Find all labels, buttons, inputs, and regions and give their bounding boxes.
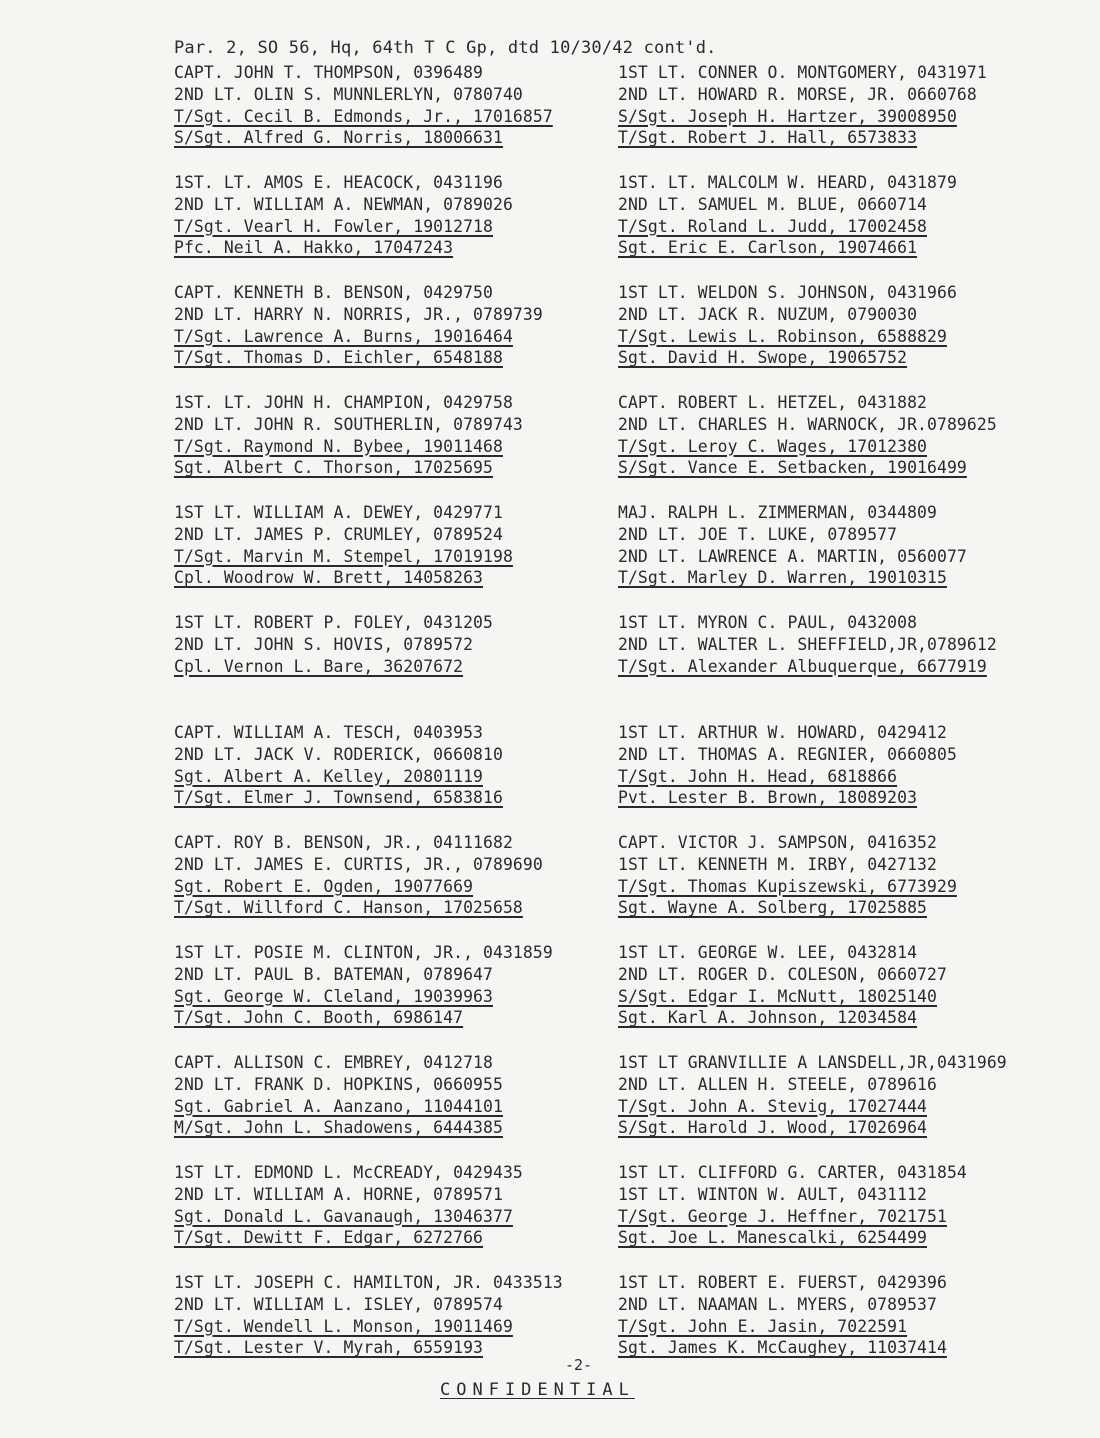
enlisted-text: T/Sgt. Lawrence A. Burns, 19016464 <box>174 326 513 346</box>
enlisted-text: Sgt. Robert E. Ogden, 19077669 <box>174 876 474 896</box>
enlisted-text: T/Sgt. Dewitt F. Edgar, 6272766 <box>174 1228 484 1248</box>
officer-line: 1ST. LT. AMOS E. HEACOCK, 0431196 <box>174 173 503 192</box>
enlisted-text: Sgt. David H. Swope, 19065752 <box>618 348 908 368</box>
officer-line: 2ND LT. OLIN S. MUNNLERLYN, 0780740 <box>174 84 523 104</box>
crew-group <box>174 392 614 502</box>
enlisted-text: S/Sgt. Joseph H. Hartzer, 39008950 <box>618 106 957 126</box>
officer-line: 2ND LT. ALLEN H. STEELE, 0789616 <box>618 1074 937 1094</box>
officer-line: 2ND LT. ROGER D. COLESON, 0660727 <box>618 964 947 984</box>
crew-group <box>618 62 1058 172</box>
enlisted-text: T/Sgt. Leroy C. Wages, 17012380 <box>618 436 928 456</box>
enlisted-line <box>174 436 614 458</box>
enlisted-text: Sgt. Wayne A. Solberg, 17025885 <box>618 898 928 918</box>
enlisted-line <box>618 656 1058 678</box>
enlisted-line <box>174 1316 614 1338</box>
officer-line: 2ND LT. WILLIAM A. HORNE, 0789571 <box>174 1184 503 1204</box>
enlisted-line <box>174 897 614 919</box>
officer-line: 1ST. LT. MALCOLM W. HEARD, 0431879 <box>618 173 957 192</box>
enlisted-text: T/Sgt. John A. Stevig, 17027444 <box>618 1096 928 1116</box>
crew-group <box>174 1052 614 1162</box>
enlisted-text: Sgt. Albert C. Thorson, 17025695 <box>174 458 493 478</box>
enlisted-line <box>174 127 614 149</box>
officer-line: 2ND LT. WALTER L. SHEFFIELD,JR,0789612 <box>618 634 997 654</box>
officer-line: 2ND LT. SAMUEL M. BLUE, 0660714 <box>618 194 928 214</box>
crew-group <box>618 392 1058 502</box>
enlisted-line <box>174 1227 614 1249</box>
enlisted-line <box>618 326 1058 348</box>
officer-line: 1ST LT GRANVILLIE A LANSDELL,JR,0431969 <box>618 1053 1007 1072</box>
officer-line: CAPT. ROBERT L. HETZEL, 0431882 <box>618 393 928 412</box>
officer-line: CAPT. JOHN T. THOMPSON, 0396489 <box>174 63 484 82</box>
enlisted-text: T/Sgt. Thomas Kupiszewski, 6773929 <box>618 876 957 896</box>
enlisted-text: S/Sgt. Edgar I. McNutt, 18025140 <box>618 986 937 1006</box>
officer-line: 2ND LT. CHARLES H. WARNOCK, JR.0789625 <box>618 414 997 434</box>
enlisted-text: T/Sgt. Raymond N. Bybee, 19011468 <box>174 436 503 456</box>
enlisted-text: Sgt. Karl A. Johnson, 12034584 <box>618 1008 918 1028</box>
officer-line: 2ND LT. FRANK D. HOPKINS, 0660955 <box>174 1074 503 1094</box>
officer-line: 1ST LT. KENNETH M. IRBY, 0427132 <box>618 854 937 874</box>
enlisted-line <box>174 216 614 238</box>
enlisted-line <box>618 766 1058 788</box>
enlisted-text: T/Sgt. John C. Booth, 6986147 <box>174 1008 464 1028</box>
officer-line: 2ND LT. JACK V. RODERICK, 0660810 <box>174 744 503 764</box>
left-column <box>174 62 614 1382</box>
officer-line: 1ST LT. EDMOND L. McCREADY, 0429435 <box>174 1163 523 1182</box>
crew-group <box>618 1272 1058 1382</box>
enlisted-text: T/Sgt. Lewis L. Robinson, 6588829 <box>618 326 947 346</box>
right-column <box>618 62 1058 1382</box>
enlisted-text: T/Sgt. Marvin M. Stempel, 17019198 <box>174 546 513 566</box>
enlisted-line <box>618 457 1058 479</box>
officer-line: 1ST LT. ARTHUR W. HOWARD, 0429412 <box>618 723 947 742</box>
enlisted-line <box>618 1096 1058 1118</box>
enlisted-line <box>174 106 614 128</box>
crew-group <box>174 282 614 392</box>
officer-line: 1ST LT. WELDON S. JOHNSON, 0431966 <box>618 283 957 302</box>
enlisted-line <box>174 986 614 1008</box>
officer-line: CAPT. VICTOR J. SAMPSON, 0416352 <box>618 833 937 852</box>
crew-group <box>174 1272 614 1382</box>
enlisted-line <box>174 567 614 589</box>
enlisted-line <box>174 546 614 568</box>
page-number: -2- <box>565 1356 593 1374</box>
enlisted-line <box>618 347 1058 369</box>
enlisted-text: T/Sgt. Robert J. Hall, 6573833 <box>618 128 918 148</box>
enlisted-line <box>618 1007 1058 1029</box>
enlisted-line <box>618 237 1058 259</box>
officer-line: 1ST LT. POSIE M. CLINTON, JR., 0431859 <box>174 943 553 962</box>
officer-line: 2ND LT. PAUL B. BATEMAN, 0789647 <box>174 964 493 984</box>
officer-line: 1ST LT. GEORGE W. LEE, 0432814 <box>618 943 918 962</box>
officer-line: CAPT. WILLIAM A. TESCH, 0403953 <box>174 723 484 742</box>
enlisted-text: T/Sgt. Cecil B. Edmonds, Jr., 17016857 <box>174 106 553 126</box>
crew-group <box>618 832 1058 942</box>
enlisted-line <box>618 1337 1058 1359</box>
enlisted-text: T/Sgt. Wendell L. Monson, 19011469 <box>174 1316 513 1336</box>
enlisted-line <box>174 326 614 348</box>
officer-line: 2ND LT. JOHN R. SOUTHERLIN, 0789743 <box>174 414 523 434</box>
enlisted-line <box>174 457 614 479</box>
crew-group <box>174 942 614 1052</box>
enlisted-line <box>174 347 614 369</box>
crew-group <box>618 612 1058 722</box>
crew-group <box>174 62 614 172</box>
officer-line: 1ST LT. JOSEPH C. HAMILTON, JR. 0433513 <box>174 1273 563 1292</box>
enlisted-line <box>174 876 614 898</box>
enlisted-line <box>618 1206 1058 1228</box>
crew-group <box>618 502 1058 612</box>
officer-line: 2ND LT. JOHN S. HOVIS, 0789572 <box>174 634 474 654</box>
enlisted-text: T/Sgt. Elmer J. Townsend, 6583816 <box>174 788 503 808</box>
enlisted-text: T/Sgt. Alexander Albuquerque, 6677919 <box>618 656 987 676</box>
officer-line: CAPT. KENNETH B. BENSON, 0429750 <box>174 283 493 302</box>
enlisted-text: M/Sgt. John L. Shadowens, 6444385 <box>174 1118 503 1138</box>
enlisted-text: T/Sgt. Willford C. Hanson, 17025658 <box>174 898 523 918</box>
enlisted-line <box>618 897 1058 919</box>
enlisted-line <box>618 106 1058 128</box>
enlisted-text: T/Sgt. George J. Heffner, 7021751 <box>618 1206 947 1226</box>
officer-line: 2ND LT. NAAMAN L. MYERS, 0789537 <box>618 1294 937 1314</box>
crew-group <box>174 502 614 612</box>
enlisted-text: S/Sgt. Alfred G. Norris, 18006631 <box>174 128 503 148</box>
enlisted-text: T/Sgt. Marley D. Warren, 19010315 <box>618 568 947 588</box>
crew-group <box>174 832 614 942</box>
enlisted-text: T/Sgt. Roland L. Judd, 17002458 <box>618 216 928 236</box>
enlisted-line <box>174 237 614 259</box>
enlisted-text: T/Sgt. John E. Jasin, 7022591 <box>618 1316 908 1336</box>
crew-group <box>174 172 614 282</box>
crew-group <box>174 1162 614 1272</box>
crew-group <box>174 612 614 722</box>
enlisted-line <box>618 876 1058 898</box>
enlisted-text: T/Sgt. John H. Head, 6818866 <box>618 766 898 786</box>
enlisted-line <box>174 1337 614 1359</box>
crew-group <box>618 722 1058 832</box>
officer-line: 1ST LT. CLIFFORD G. CARTER, 0431854 <box>618 1163 967 1182</box>
enlisted-text: Sgt. Joe L. Manescalki, 6254499 <box>618 1228 928 1248</box>
officer-line: 2ND LT. LAWRENCE A. MARTIN, 0560077 <box>618 546 967 566</box>
enlisted-text: S/Sgt. Vance E. Setbacken, 19016499 <box>618 458 967 478</box>
enlisted-text: Pvt. Lester B. Brown, 18089203 <box>618 788 918 808</box>
enlisted-line <box>618 436 1058 458</box>
officer-line: 2ND LT. JOE T. LUKE, 0789577 <box>618 524 898 544</box>
officer-line: 2ND LT. JAMES E. CURTIS, JR., 0789690 <box>174 854 543 874</box>
officer-line: 2ND LT. HOWARD R. MORSE, JR. 0660768 <box>618 84 977 104</box>
enlisted-text: Sgt. Eric E. Carlson, 19074661 <box>618 238 918 258</box>
officer-line: CAPT. ROY B. BENSON, JR., 04111682 <box>174 833 513 852</box>
officer-line: MAJ. RALPH L. ZIMMERMAN, 0344809 <box>618 503 937 522</box>
officer-line: 1ST LT. WILLIAM A. DEWEY, 0429771 <box>174 503 503 522</box>
crew-group <box>618 1052 1058 1162</box>
officer-line: 1ST LT. ROBERT P. FOLEY, 0431205 <box>174 613 493 632</box>
enlisted-text: Sgt. Albert A. Kelley, 20801119 <box>174 766 484 786</box>
officer-line: 1ST LT. ROBERT E. FUERST, 0429396 <box>618 1273 947 1292</box>
enlisted-text: Pfc. Neil A. Hakko, 17047243 <box>174 238 454 258</box>
officer-line: 2ND LT. WILLIAM A. NEWMAN, 0789026 <box>174 194 513 214</box>
enlisted-line <box>174 1007 614 1029</box>
enlisted-line <box>618 1227 1058 1249</box>
crew-group <box>618 172 1058 282</box>
officer-line: 2ND LT. THOMAS A. REGNIER, 0660805 <box>618 744 957 764</box>
enlisted-line <box>618 127 1058 149</box>
officer-line: 1ST. LT. JOHN H. CHAMPION, 0429758 <box>174 393 513 412</box>
enlisted-line <box>174 1096 614 1118</box>
enlisted-text: S/Sgt. Harold J. Wood, 17026964 <box>618 1118 928 1138</box>
crew-group <box>618 282 1058 392</box>
enlisted-line <box>618 216 1058 238</box>
officer-line: 2ND LT. JACK R. NUZUM, 0790030 <box>618 304 918 324</box>
enlisted-line <box>174 1117 614 1139</box>
enlisted-text: Sgt. James K. McCaughey, 11037414 <box>618 1338 947 1358</box>
officer-line: 2ND LT. HARRY N. NORRIS, JR., 0789739 <box>174 304 543 324</box>
enlisted-line <box>618 986 1058 1008</box>
enlisted-text: Sgt. Gabriel A. Aanzano, 11044101 <box>174 1096 503 1116</box>
enlisted-line <box>174 656 614 678</box>
enlisted-text: T/Sgt. Vearl H. Fowler, 19012718 <box>174 216 493 236</box>
enlisted-line <box>174 787 614 809</box>
enlisted-line <box>618 567 1058 589</box>
enlisted-line <box>618 1117 1058 1139</box>
enlisted-line <box>174 1206 614 1228</box>
officer-line: 1ST LT. WINTON W. AULT, 0431112 <box>618 1184 928 1204</box>
crew-group <box>174 722 614 832</box>
enlisted-text: T/Sgt. Thomas D. Eichler, 6548188 <box>174 348 503 368</box>
officer-line: 1ST LT. CONNER O. MONTGOMERY, 0431971 <box>618 63 987 82</box>
enlisted-text: Cpl. Vernon L. Bare, 36207672 <box>174 656 464 676</box>
enlisted-text: Sgt. Donald L. Gavanaugh, 13046377 <box>174 1206 513 1226</box>
officer-line: 1ST LT. MYRON C. PAUL, 0432008 <box>618 613 918 632</box>
officer-line: 2ND LT. WILLIAM L. ISLEY, 0789574 <box>174 1294 503 1314</box>
officer-line: CAPT. ALLISON C. EMBREY, 0412718 <box>174 1053 493 1072</box>
enlisted-text: Sgt. George W. Cleland, 19039963 <box>174 986 493 1006</box>
classification-marking: CONFIDENTIAL <box>440 1380 635 1400</box>
crew-group <box>618 1162 1058 1272</box>
enlisted-line <box>174 766 614 788</box>
enlisted-line <box>618 1316 1058 1338</box>
enlisted-line <box>618 787 1058 809</box>
enlisted-text: Cpl. Woodrow W. Brett, 14058263 <box>174 568 484 588</box>
enlisted-text: T/Sgt. Lester V. Myrah, 6559193 <box>174 1338 484 1358</box>
crew-group <box>618 942 1058 1052</box>
document-header: Par. 2, SO 56, Hq, 64th T C Gp, dtd 10/30/42 cont'd. <box>174 38 717 58</box>
officer-line: 2ND LT. JAMES P. CRUMLEY, 0789524 <box>174 524 503 544</box>
